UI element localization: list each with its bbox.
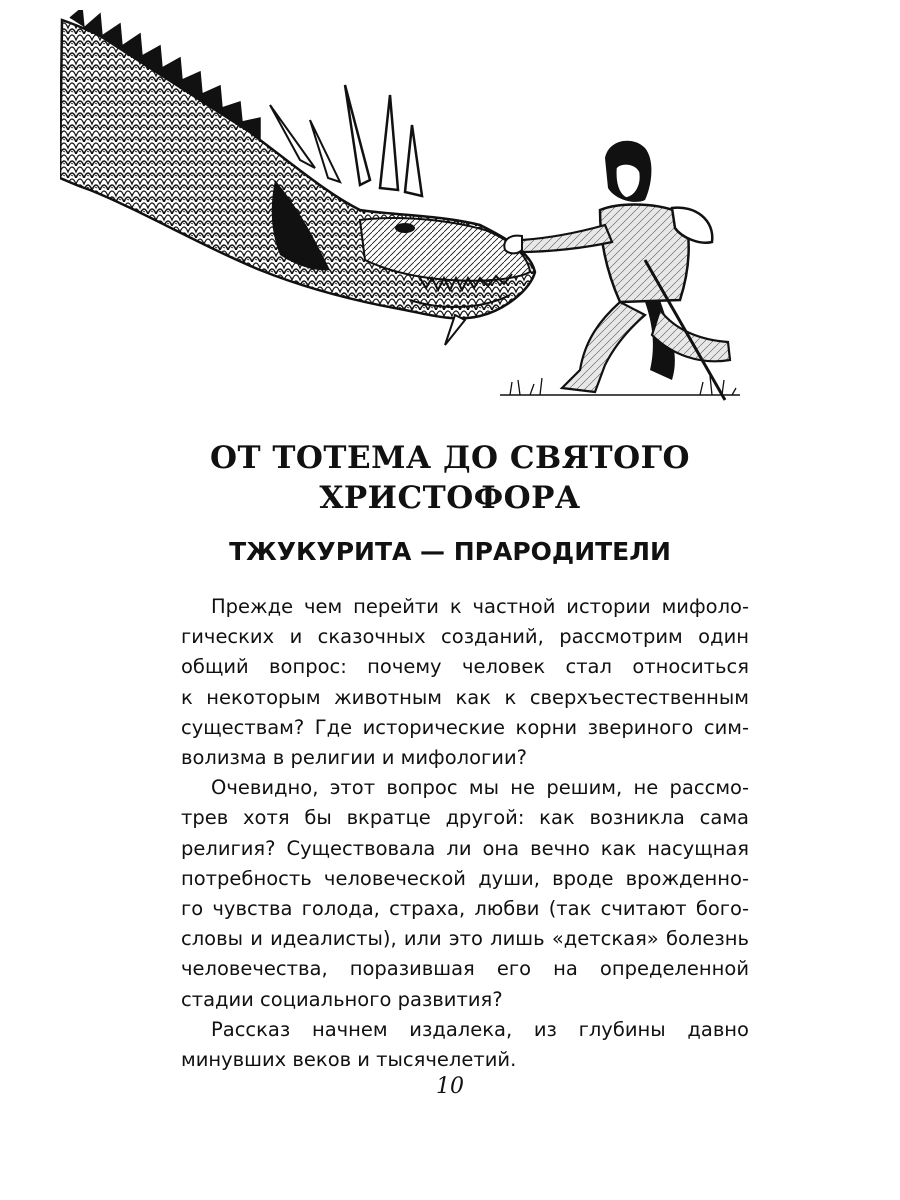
text-line: человечества, поразившая его на определенной [181, 957, 749, 981]
paragraph-1 [181, 592, 749, 773]
chapter-title-line-1: ОТ ТОТЕМА ДО СВЯТОГО [209, 440, 691, 476]
text-line: словы и идеалисты), или это лишь «детская» болезнь [181, 927, 749, 951]
text-line: Рассказ начнем издалека, из глубины давно [211, 1017, 749, 1041]
text-line: минувших веков и тысячелетий. [181, 1048, 517, 1072]
text-line: стадии социального развития? [181, 987, 503, 1011]
dragon-knight-illustration [60, 10, 740, 410]
text-line: общий вопрос: почему человек стал относиться [181, 655, 749, 679]
chapter-title [0, 438, 900, 518]
text-line: религия? Существовала ли она вечно как насущная [181, 836, 749, 860]
text-line: го чувства голода, страха, любви (так считают бого- [181, 897, 749, 921]
knight-figure [500, 141, 740, 400]
text-line: трев хотя бы вкратце другой: как возникла сама [181, 806, 749, 830]
text-line: гических и сказочных созданий, рассмотрим один [181, 625, 749, 649]
chapter-title-line-2: ХРИСТОФОРА [319, 480, 581, 516]
section-title: ТЖУКУРИТА — ПРАРОДИТЕЛИ [229, 537, 671, 566]
dragon-and-knight-icon [60, 10, 740, 410]
paragraph-2 [181, 773, 749, 1015]
page-number: 10 [436, 1074, 464, 1099]
text-line: потребность человеческой души, вроде врожденно- [181, 866, 749, 890]
text-line: Очевидно, этот вопрос мы не решим, не рассмо- [211, 776, 749, 800]
text-line: волизма в религии и мифологии? [181, 746, 527, 770]
text-line: Прежде чем перейти к частной истории мифоло- [211, 595, 749, 618]
body-text [181, 592, 749, 1075]
paragraph-3 [181, 1015, 749, 1075]
text-line: к некоторым животным как к сверхъестественным [181, 685, 749, 709]
text-line: существам? Где исторические корни звериного сим- [181, 715, 749, 739]
